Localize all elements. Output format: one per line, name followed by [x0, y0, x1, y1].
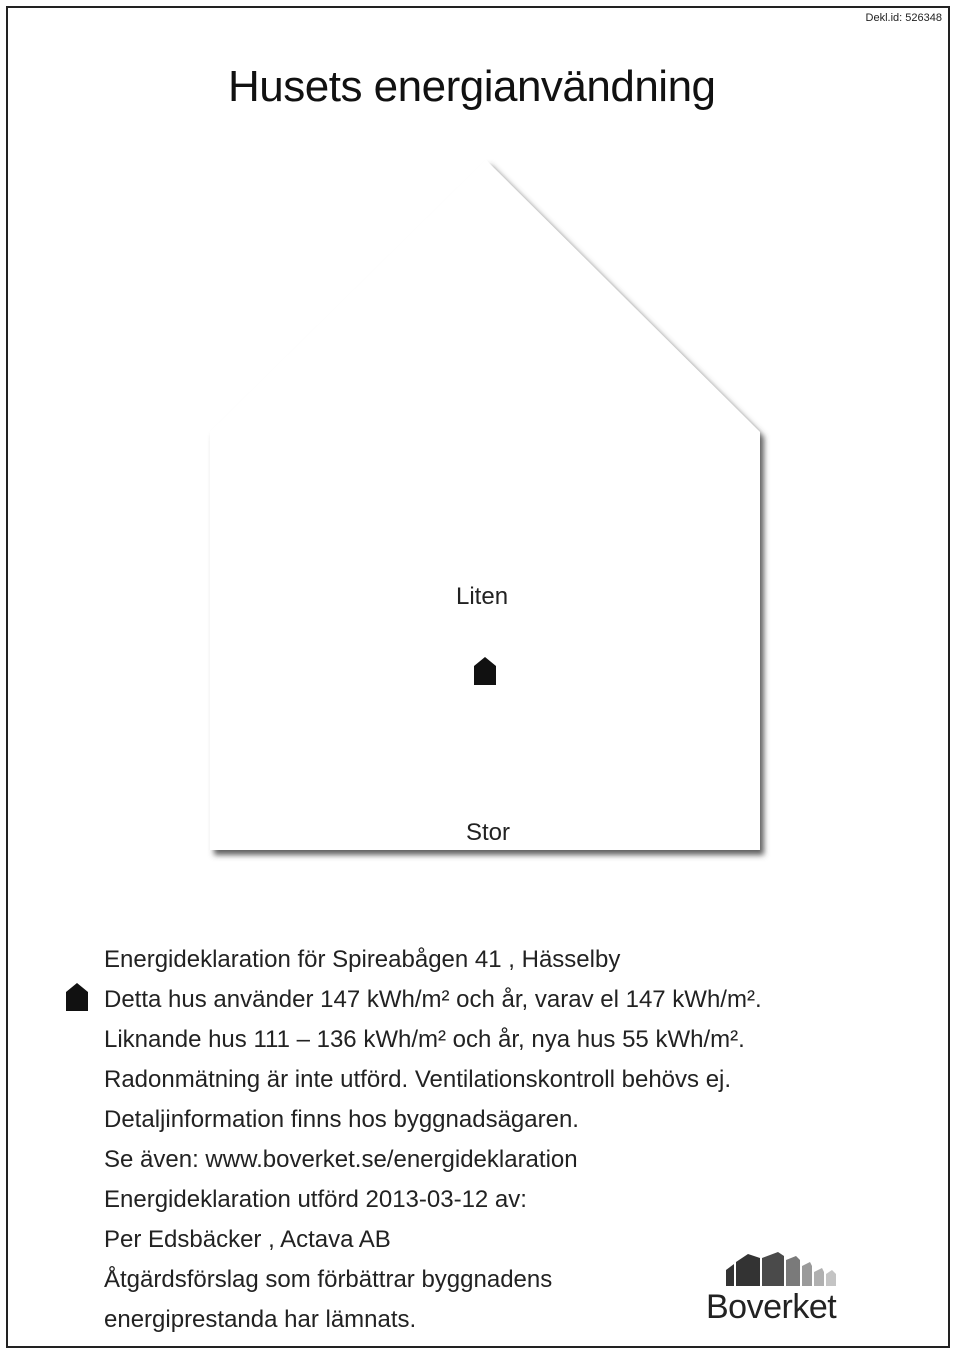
info-line: Radonmätning är inte utförd. Ventilationskontroll behövs ej.	[104, 1066, 732, 1093]
house-marker-icon	[474, 657, 496, 685]
info-line: Energideklaration för Spireabågen 41 , Hässelby	[104, 946, 621, 973]
house-marker-icon	[66, 983, 88, 1011]
info-line: Per Edsbäcker , Actava AB	[104, 1226, 391, 1253]
info-line: Liknande hus 111 – 136 kWh/m² och år, nya hus 55 kWh/m².	[104, 1026, 745, 1053]
declaration-id: Dekl.id: 526348	[865, 12, 942, 24]
scale-label-small: Liten	[456, 583, 509, 610]
info-line: Åtgärdsförslag som förbättrar byggnadens	[104, 1266, 553, 1293]
boverket-logo-text: Boverket	[706, 1288, 837, 1326]
scale-label-large: Stor	[466, 819, 511, 846]
info-line: Se även: www.boverket.se/energideklaration	[104, 1146, 578, 1173]
info-line: Energideklaration utförd 2013-03-12 av:	[104, 1186, 527, 1213]
info-line: Detta hus använder 147 kWh/m² och år, varav el 147 kWh/m².	[104, 986, 762, 1013]
info-line: energiprestanda har lämnats.	[104, 1306, 417, 1333]
page-title: Husets energianvändning	[228, 62, 716, 111]
info-line: Detaljinformation finns hos byggnadsägaren.	[104, 1106, 579, 1133]
declaration-info	[104, 940, 762, 1340]
